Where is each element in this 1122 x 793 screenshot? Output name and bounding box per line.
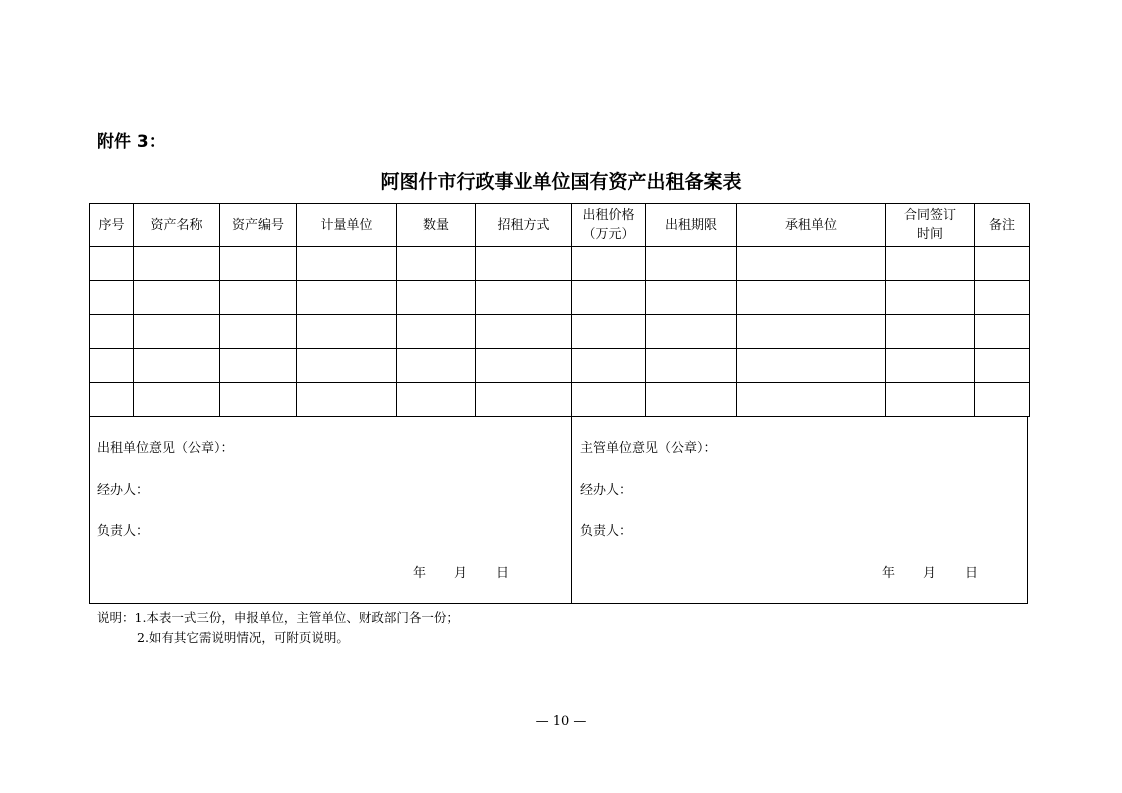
col-header-unit-text: 计量单位 [320, 217, 373, 233]
lessor-date-month: 月 [454, 566, 468, 581]
table-cell[interactable] [397, 281, 476, 315]
table-cell[interactable] [572, 281, 646, 315]
col-header-lease-term-text: 出租期限 [664, 217, 717, 233]
table-cell[interactable] [297, 315, 397, 349]
table-cell[interactable] [975, 315, 1030, 349]
table-row [90, 247, 1030, 281]
table-cell[interactable] [476, 349, 572, 383]
table-cell[interactable] [737, 281, 886, 315]
table-cell[interactable] [134, 349, 220, 383]
table-cell[interactable] [297, 349, 397, 383]
table-cell[interactable] [737, 349, 886, 383]
col-header-seq-text: 序号 [98, 217, 125, 233]
table-cell[interactable] [886, 315, 975, 349]
col-header-asset-name-text: 资产名称 [150, 217, 203, 233]
col-header-contract-date-line1: 合同签订 [903, 208, 956, 223]
table-cell[interactable] [90, 247, 134, 281]
asset-lease-table [89, 203, 1030, 417]
col-header-remarks-text: 备注 [988, 217, 1015, 233]
table-cell[interactable] [90, 315, 134, 349]
table-cell[interactable] [134, 383, 220, 417]
table-cell[interactable] [134, 247, 220, 281]
table-cell[interactable] [476, 383, 572, 417]
col-header-asset-code [220, 204, 297, 247]
table-row [90, 349, 1030, 383]
lessor-responsible-label: 负责人： [97, 524, 150, 539]
table-cell[interactable] [646, 349, 737, 383]
table-cell[interactable] [220, 247, 297, 281]
notes-section [97, 608, 459, 648]
table-cell[interactable] [646, 315, 737, 349]
table-cell[interactable] [572, 383, 646, 417]
table-cell[interactable] [397, 349, 476, 383]
lessor-date-day: 日 [496, 566, 510, 581]
table-cell[interactable] [975, 247, 1030, 281]
col-header-price-line1: 出租价格 [582, 208, 635, 223]
table-cell[interactable] [297, 383, 397, 417]
col-header-lease-method [476, 204, 572, 247]
col-header-price-line2: （万元） [582, 227, 635, 242]
table-cell[interactable] [476, 247, 572, 281]
supervisor-date-day: 日 [965, 566, 979, 581]
lessor-opinion-title: 出租单位意见（公章）： [97, 441, 234, 456]
table-cell[interactable] [397, 383, 476, 417]
table-cell[interactable] [646, 247, 737, 281]
table-cell[interactable] [476, 281, 572, 315]
approval-opinions-box [89, 417, 1028, 604]
table-cell[interactable] [886, 281, 975, 315]
table-cell[interactable] [572, 247, 646, 281]
lessor-handler-label: 经办人： [97, 483, 150, 498]
col-header-asset-name [134, 204, 220, 247]
supervisor-responsible-label: 负责人： [580, 524, 633, 539]
table-cell[interactable] [975, 281, 1030, 315]
table-cell[interactable] [220, 281, 297, 315]
col-header-lease-term [646, 204, 737, 247]
attachment-label: 附件 3： [97, 132, 166, 152]
table-cell[interactable] [975, 349, 1030, 383]
table-cell[interactable] [886, 247, 975, 281]
table-row [90, 281, 1030, 315]
form-title: 阿图什市行政事业单位国有资产出租备案表 [380, 171, 742, 193]
table-cell[interactable] [646, 383, 737, 417]
supervisor-date-month: 月 [923, 566, 937, 581]
table-cell[interactable] [476, 315, 572, 349]
table-cell[interactable] [397, 315, 476, 349]
supervisor-opinion-title: 主管单位意见（公章）： [580, 441, 717, 456]
table-row [90, 383, 1030, 417]
col-header-lease-method-text: 招租方式 [497, 217, 550, 233]
col-header-contract-date [886, 204, 975, 247]
col-header-seq [90, 204, 134, 247]
page-number: — 10 — [535, 714, 587, 729]
col-header-quantity-text: 数量 [422, 217, 449, 233]
table-cell[interactable] [737, 247, 886, 281]
col-header-price [572, 204, 646, 247]
table-cell[interactable] [737, 383, 886, 417]
table-cell[interactable] [220, 349, 297, 383]
note-line-2: 2.如有其它需说明情况，可附页说明。 [137, 630, 349, 645]
col-header-unit [297, 204, 397, 247]
col-header-asset-code-text: 资产编号 [231, 217, 284, 233]
table-cell[interactable] [90, 383, 134, 417]
table-cell[interactable] [90, 349, 134, 383]
col-header-quantity [397, 204, 476, 247]
col-header-contract-date-line2: 时间 [916, 227, 943, 242]
lessor-date-year: 年 [413, 566, 427, 581]
table-cell[interactable] [737, 315, 886, 349]
col-header-lessee [737, 204, 886, 247]
table-cell[interactable] [572, 315, 646, 349]
table-cell[interactable] [297, 281, 397, 315]
table-cell[interactable] [886, 383, 975, 417]
table-cell[interactable] [572, 349, 646, 383]
supervisor-handler-label: 经办人： [580, 483, 633, 498]
table-cell[interactable] [646, 281, 737, 315]
table-cell[interactable] [134, 315, 220, 349]
supervisor-date-year: 年 [882, 566, 896, 581]
table-cell[interactable] [397, 247, 476, 281]
opinions-divider [571, 417, 572, 603]
table-row [90, 315, 1030, 349]
table-cell[interactable] [297, 247, 397, 281]
note-line-1: 说明：1.本表一式三份，申报单位，主管单位、财政部门各一份； [97, 610, 459, 625]
table-header-row [90, 204, 1030, 247]
col-header-lessee-text: 承租单位 [784, 217, 837, 233]
table-cell[interactable] [134, 281, 220, 315]
col-header-remarks [975, 204, 1030, 247]
table-cell[interactable] [220, 315, 297, 349]
table-cell[interactable] [220, 383, 297, 417]
table-cell[interactable] [975, 383, 1030, 417]
table-cell[interactable] [90, 281, 134, 315]
table-cell[interactable] [886, 349, 975, 383]
